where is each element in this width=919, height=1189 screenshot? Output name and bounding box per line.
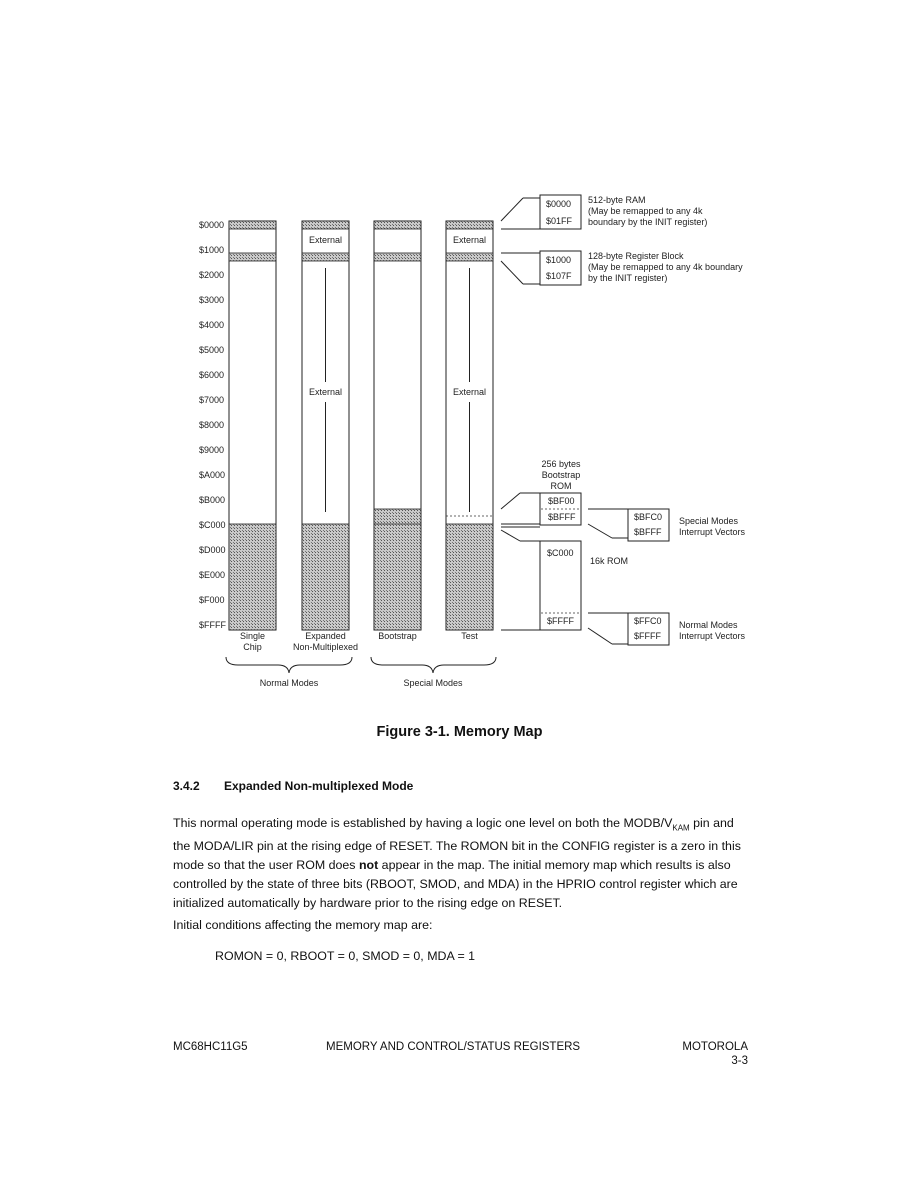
- group-brace-special: [371, 657, 496, 688]
- address-label: $4000: [199, 320, 225, 330]
- paragraph-text: pin and the MODA/LIR pin at the rising edge of RESET. The ROMON bit in the CONFIG register is a zero in this mode so that the user ROM does: [173, 816, 741, 873]
- address-label: $8000: [199, 420, 225, 430]
- reg-desc: by the INIT register): [588, 273, 668, 283]
- address-label: $2000: [199, 270, 225, 280]
- normal-vec-end: $FFFF: [634, 631, 661, 641]
- column-label: Single: [239, 631, 266, 641]
- region-label: External: [308, 387, 343, 397]
- address-label: $D000: [199, 545, 226, 555]
- special-vec-desc: Interrupt Vectors: [679, 527, 746, 537]
- region-label: External: [452, 235, 487, 245]
- region-label: External: [308, 235, 343, 245]
- boot-rom-end: $BFFF: [548, 512, 576, 522]
- address-label: $5000: [199, 345, 225, 355]
- column-expanded: [293, 221, 358, 652]
- paragraph-2: Initial conditions affecting the memory map are:: [173, 918, 433, 932]
- address-label: $C000: [199, 520, 226, 530]
- column-single-chip: [229, 221, 276, 652]
- normal-vec-desc: Interrupt Vectors: [679, 631, 746, 641]
- address-label: $A000: [199, 470, 226, 480]
- special-vec-start: $BFC0: [634, 512, 663, 522]
- ram-end: $01FF: [546, 216, 573, 226]
- user-rom-end: $FFFF: [547, 616, 574, 626]
- ram-desc: boundary by the INIT register): [588, 217, 708, 227]
- column-test: [446, 221, 493, 641]
- address-axis: [199, 220, 226, 630]
- address-label: $0000: [199, 220, 225, 230]
- section-number: 3.4.2: [173, 779, 200, 793]
- address-label: $3000: [199, 295, 225, 305]
- boot-rom-title: ROM: [550, 481, 572, 491]
- address-label: $7000: [199, 395, 225, 405]
- footer-page-number: 3-3: [731, 1055, 748, 1067]
- ram-desc: (May be remapped to any 4k: [588, 206, 703, 216]
- boot-rom-title: Bootstrap: [541, 470, 581, 480]
- ram-callout: [501, 195, 707, 229]
- column-label: Expanded: [305, 631, 346, 641]
- reg-desc: 128-byte Register Block: [588, 251, 684, 261]
- paragraph-bold: not: [358, 858, 379, 873]
- footer-right: [676, 1040, 748, 1068]
- paragraph-text: This normal operating mode is established by having a logic one level on both the MODB/V: [173, 816, 673, 830]
- bootstrap-rom-callout: [501, 459, 581, 527]
- section-title: Expanded Non-multiplexed Mode: [224, 779, 414, 793]
- group-label-special: Special Modes: [403, 678, 463, 688]
- normal-vectors-callout: [588, 613, 746, 645]
- reg-desc: (May be remapped to any 4k boundary: [588, 262, 743, 272]
- group-label-normal: Normal Modes: [259, 678, 319, 688]
- reg-start: $1000: [546, 255, 572, 265]
- address-label: $1000: [199, 245, 225, 255]
- paragraph-1: [173, 814, 748, 913]
- reg-end: $107F: [546, 271, 572, 281]
- special-vec-end: $BFFF: [634, 527, 662, 537]
- column-label: Non-Multiplexed: [292, 642, 359, 652]
- address-label: $F000: [199, 595, 225, 605]
- ram-start: $0000: [546, 199, 572, 209]
- column-label: Bootstrap: [378, 631, 417, 641]
- address-label: $6000: [199, 370, 225, 380]
- conditions-line: ROMON = 0, RBOOT = 0, SMOD = 0, MDA = 1: [215, 949, 476, 963]
- user-rom-callout: [501, 530, 628, 630]
- special-vectors-callout: [588, 509, 746, 541]
- column-bootstrap: [374, 221, 421, 641]
- user-rom-desc: 16k ROM: [590, 556, 629, 566]
- region-label: External: [452, 387, 487, 397]
- footer-chapter-title: MEMORY AND CONTROL/STATUS REGISTERS: [326, 1041, 581, 1053]
- normal-vec-start: $FFC0: [634, 616, 662, 626]
- address-label: $FFFF: [199, 620, 226, 630]
- footer-brand: MOTOROLA: [682, 1041, 748, 1053]
- footer-part-number: MC68HC11G5: [173, 1041, 248, 1053]
- paragraph-subscript: KAM: [672, 823, 690, 833]
- address-label: $B000: [199, 495, 226, 505]
- column-label: Test: [461, 631, 478, 641]
- address-label: $E000: [199, 570, 226, 580]
- register-callout: [501, 251, 743, 285]
- boot-rom-start: $BF00: [548, 496, 575, 506]
- user-rom-start: $C000: [547, 548, 574, 558]
- boot-rom-title: 256 bytes: [541, 459, 581, 469]
- column-label: Chip: [243, 642, 262, 652]
- paragraph-text: appear in the map. The initial memory map which results is also controlled by the state of three bits (RBOOT, SMOD, and MDA) in the HPRIO control register which are initialized automatically by hardware prior to the rising edge on RESET.: [173, 858, 738, 911]
- special-vec-desc: Special Modes: [679, 516, 739, 526]
- normal-vec-desc: Normal Modes: [679, 620, 738, 630]
- section-heading: [173, 779, 413, 793]
- group-brace-normal: [226, 657, 352, 688]
- address-label: $9000: [199, 445, 225, 455]
- ram-desc: 512-byte RAM: [588, 195, 646, 205]
- figure-caption: Figure 3-1. Memory Map: [376, 724, 543, 740]
